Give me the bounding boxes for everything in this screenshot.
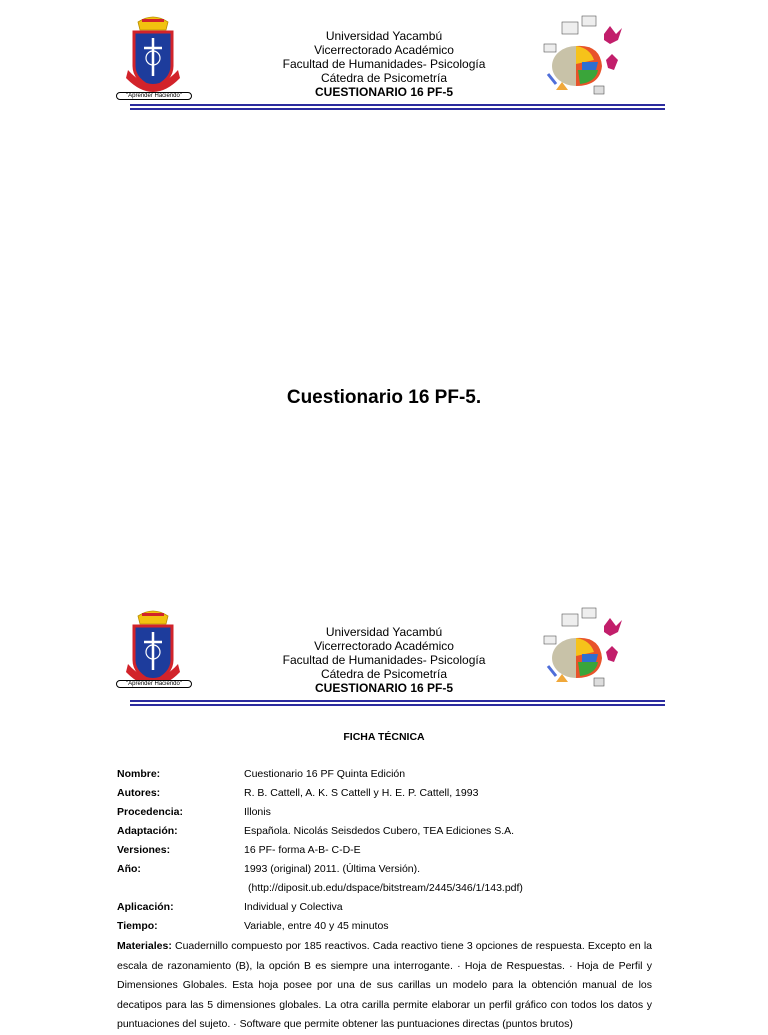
ficha-row	[117, 825, 652, 844]
materiales-paragraph	[117, 937, 652, 1035]
ficha-table	[117, 768, 652, 939]
university-name: Universidad Yacambú	[325, 625, 443, 639]
materiales-text: Cuadernillo compuesto por 185 reactivos. Cada reactivo tiene 3 opciones de respuesta. Excepto en la escala de razonamiento (B), la opción B es siempre una interrogante. · Hoja de Respuestas. · Hoja de Perfil y Dimensiones Globales. Esta hoja posee por una de sus carillas un modelo para la obtención manual de los decatipos para las 5 dimensiones globales. La otra carilla permite elaborar un perfil gráfico con todos los datos y puntuaciones del sujeto. · Software que permite obtener las puntuaciones directas (puntos brutos)	[117, 940, 652, 1030]
vicerrectorado: Vicerrectorado Académico	[314, 43, 454, 57]
ficha-row	[117, 844, 652, 863]
course-title: CUESTIONARIO 16 PF-5	[314, 681, 454, 695]
ficha-row	[117, 768, 652, 787]
header-text	[0, 625, 768, 695]
materiales-label: Materiales:	[117, 940, 172, 952]
ficha-row	[117, 901, 652, 920]
brain-illustration	[538, 606, 624, 694]
page-header-1	[0, 12, 768, 132]
ficha-heading: FICHA TÉCNICA	[343, 731, 425, 743]
catedra: Cátedra de Psicometría	[320, 667, 448, 681]
ficha-row	[117, 863, 652, 882]
header-text	[0, 29, 768, 99]
faculty: Facultad de Humanidades- Psicología	[282, 57, 486, 71]
ficha-row	[117, 882, 652, 901]
row-label: Versiones:	[117, 844, 171, 856]
row-label: Año:	[117, 863, 141, 875]
catedra: Cátedra de Psicometría	[320, 71, 448, 85]
page-header-2	[0, 606, 768, 726]
row-value: Illonis	[244, 806, 271, 818]
course-title: CUESTIONARIO 16 PF-5	[314, 85, 454, 99]
row-label: Autores:	[117, 787, 161, 799]
header-rule-2	[130, 700, 665, 706]
source-url: (http://diposit.ub.edu/dspace/bitstream/2445/346/1/143.pdf)	[248, 882, 523, 894]
brain-illustration	[538, 14, 624, 102]
row-value: Española. Nicolás Seisdedos Cubero, TEA Ediciones S.A.	[244, 825, 515, 837]
row-value: 16 PF- forma A-B- C-D-E	[244, 844, 361, 856]
row-value: 1993 (original) 2011. (Última Versión).	[244, 863, 421, 875]
row-value: Individual y Colectiva	[244, 901, 343, 913]
row-label: Adaptación:	[117, 825, 178, 837]
row-label: Nombre:	[117, 768, 161, 780]
row-value: R. B. Cattell, A. K. S Cattell y H. E. P. Cattell, 1993	[244, 787, 479, 799]
vicerrectorado: Vicerrectorado Académico	[314, 639, 454, 653]
ficha-row	[117, 806, 652, 825]
row-label: Aplicación:	[117, 901, 174, 913]
row-label: Tiempo:	[117, 920, 158, 932]
university-name: Universidad Yacambú	[325, 29, 443, 43]
ficha-row	[117, 787, 652, 806]
row-label: Procedencia:	[117, 806, 183, 818]
faculty: Facultad de Humanidades- Psicología	[282, 653, 486, 667]
row-value: Variable, entre 40 y 45 minutos	[244, 920, 389, 932]
row-value: Cuestionario 16 PF Quinta Edición	[244, 768, 406, 780]
header-rule-1	[130, 104, 665, 110]
cover-title: Cuestionario 16 PF-5.	[286, 387, 482, 408]
crest-motto: "Aprender Haciendo"	[116, 680, 192, 688]
crest-motto: "Aprender Haciendo"	[116, 92, 192, 100]
